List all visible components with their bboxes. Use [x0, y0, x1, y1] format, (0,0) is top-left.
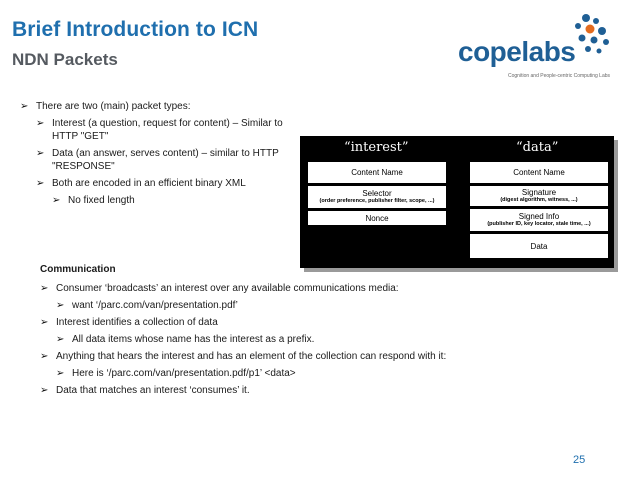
list-item: ➢ Data that matches an interest ‘consumes’ it. [40, 384, 620, 397]
list-item: ➢ Data (an answer, serves content) – similar to HTTP "RESPONSE" [36, 147, 295, 173]
field-name: Signature [521, 188, 557, 197]
interest-packet-label: “interest” [344, 140, 409, 155]
field-name: Signed Info [518, 212, 560, 221]
slide-title: Brief Introduction to ICN [12, 18, 259, 41]
field-name: Data [530, 241, 548, 251]
list-item: ➢ Interest identifies a collection of data [40, 316, 620, 329]
field-name: Content Name [513, 168, 565, 177]
packet-types-list [20, 100, 295, 211]
list-item: ➢ Interest (a question, request for content) – Similar to HTTP "GET" [36, 117, 295, 143]
field-detail: (digest algorithm, witness, ...) [500, 197, 578, 203]
diagram-panel [300, 136, 614, 268]
slide-subtitle: NDN Packets [12, 50, 118, 69]
logo-wordmark: copelabs [458, 36, 576, 67]
data-packet-label: “data” [516, 140, 559, 155]
list-item: ➢ Anything that hears the interest and has an element of the collection can respond with it: [40, 350, 620, 363]
communication-heading: Communication [40, 264, 116, 275]
list-item: ➢ Both are encoded in an efficient binary XML [36, 177, 295, 190]
interest-field-content-name [308, 162, 446, 183]
copelabs-logo [458, 12, 628, 82]
field-name: Selector [362, 189, 392, 198]
data-field-signed-info [470, 209, 608, 231]
list-item: ➢ Here is ‘/parc.com/van/presentation.pdf/p1’ <data> [56, 367, 620, 380]
list-item: ➢ No fixed length [52, 194, 295, 207]
data-field-content-name [470, 162, 608, 183]
packet-diagram [300, 136, 620, 273]
list-item: ➢ There are two (main) packet types: [20, 100, 295, 113]
list-item: ➢ All data items whose name has the interest as a prefix. [56, 333, 620, 346]
field-detail: (publisher ID, key locator, stale time, ...) [487, 221, 591, 227]
list-item: ➢ Consumer ‘broadcasts’ an interest over any available communications media: [40, 282, 620, 295]
field-name: Nonce [365, 213, 389, 223]
list-item: ➢ want ‘/parc.com/van/presentation.pdf’ [56, 299, 620, 312]
logo-tagline: Cognition and People-centric Computing Labs [508, 73, 611, 79]
field-name: Content Name [351, 168, 403, 177]
field-detail: (order preference, publisher filter, scope, ...) [319, 198, 435, 204]
data-field-data [470, 234, 608, 258]
page-number: 25 [573, 454, 586, 466]
interest-field-nonce [308, 211, 446, 225]
interest-field-selector [308, 186, 446, 208]
communication-list [40, 282, 620, 401]
data-field-signature [470, 186, 608, 206]
